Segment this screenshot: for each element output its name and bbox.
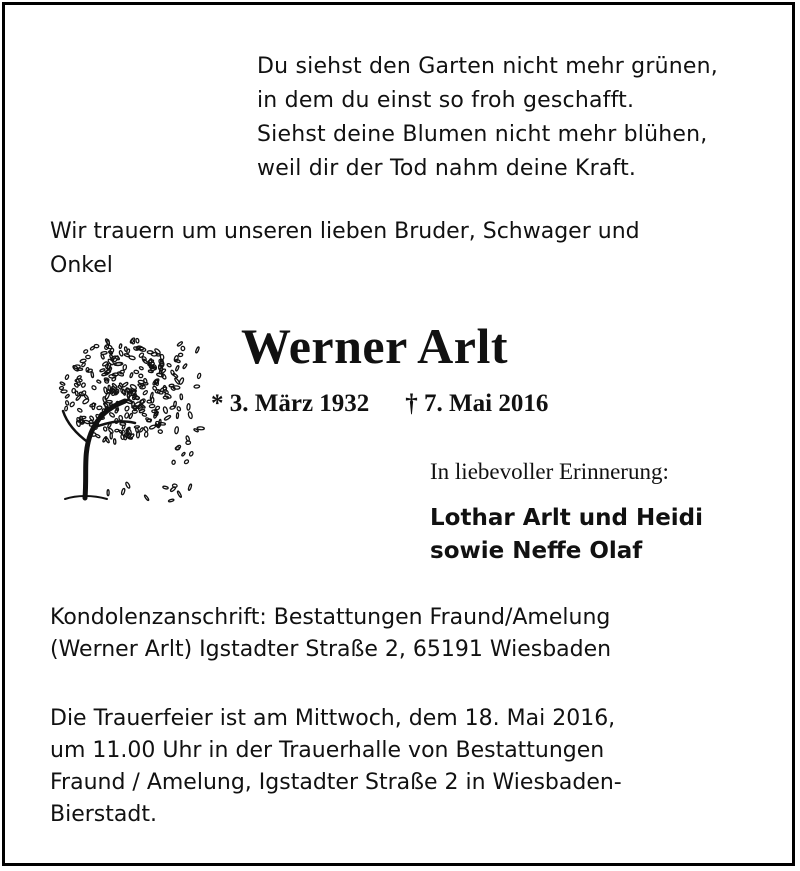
leaf: [143, 426, 148, 432]
leaf: [163, 486, 169, 490]
condolence-line: Kondolenzanschrift: Bestattungen Fraund/Amelung: [50, 605, 611, 630]
leaf: [143, 390, 149, 395]
leaf: [173, 401, 176, 407]
leaf: [144, 495, 149, 501]
leaf: [119, 344, 122, 349]
leaf: [64, 406, 67, 411]
windblown-tree-icon: [45, 323, 210, 508]
leaf: [172, 460, 176, 464]
leaf: [107, 490, 109, 496]
leaf: [194, 385, 200, 389]
leaf: [127, 349, 130, 354]
leaf: [178, 353, 182, 357]
leaf: [134, 370, 139, 374]
leaf: [124, 412, 129, 418]
life-dates: [211, 390, 548, 418]
intro-text: [50, 215, 750, 283]
leaf: [195, 347, 200, 354]
intro-line: Wir trauern um unseren lieben Bruder, Schwager und: [50, 219, 640, 244]
birth-date: * 3. März 1932: [211, 390, 370, 417]
leaf: [86, 355, 91, 358]
leaf: [175, 365, 179, 371]
leaf: [197, 427, 204, 430]
leaf: [152, 386, 157, 391]
leaf: [184, 459, 189, 464]
leaf: [124, 353, 130, 357]
poem-line: Siehst deine Blumen nicht mehr blühen,: [257, 122, 708, 147]
leaf: [148, 360, 154, 363]
leaf: [132, 409, 137, 413]
intro-line: Onkel: [50, 253, 113, 278]
leaf: [122, 382, 129, 388]
death-date: † 7. Mai 2016: [405, 390, 549, 417]
leaf: [124, 406, 129, 412]
leaf: [94, 344, 99, 348]
leaf: [187, 404, 191, 411]
funeral-line: Bierstadt.: [50, 802, 157, 827]
leaf: [177, 341, 183, 347]
mourner-line: Lothar Arlt und Heidi: [430, 505, 704, 531]
leaf: [158, 430, 163, 434]
leaf: [188, 411, 193, 418]
poem-line: in dem du einst so froh geschafft.: [257, 88, 635, 113]
leaf: [101, 351, 108, 354]
leaf: [77, 408, 83, 413]
funeral-line: Die Trauerfeier ist am Mittwoch, dem 18. Mai 2016,: [50, 706, 616, 731]
poem-line: Du siehst den Garten nicht mehr grünen,: [257, 54, 718, 79]
leaf: [186, 441, 191, 445]
leaf: [103, 426, 107, 431]
obituary-frame: [2, 2, 795, 866]
funeral-line: Fraund / Amelung, Igstadter Straße 2 in Wiesbaden-: [50, 770, 622, 795]
leaf: [147, 419, 152, 422]
funeral-info: [50, 703, 622, 831]
leaf: [170, 486, 176, 492]
leaf: [83, 349, 88, 354]
leaf: [188, 484, 192, 491]
leaf: [96, 380, 101, 384]
leaf: [65, 394, 70, 399]
leaf: [105, 437, 110, 444]
leaf: [147, 400, 151, 403]
leaf: [118, 385, 122, 390]
mourner-line: sowie Neffe Olaf: [430, 538, 643, 564]
condolence-address: [50, 602, 611, 666]
leaf: [181, 346, 185, 350]
leaf: [130, 372, 134, 377]
leaf: [189, 451, 194, 456]
memory-line: In liebevoller Erinnerung:: [430, 459, 669, 484]
leaf: [80, 359, 87, 363]
leaf: [84, 394, 89, 400]
leaf: [149, 404, 155, 408]
leaf: [97, 406, 102, 410]
leaf: [102, 396, 106, 402]
leaf: [139, 374, 143, 377]
leaf: [164, 415, 171, 421]
leaf: [170, 405, 176, 409]
leaf: [176, 406, 181, 411]
condolence-line: (Werner Arlt) Igstadter Straße 2, 65191 Wiesbaden: [50, 637, 612, 662]
leaf: [144, 432, 148, 437]
leaf: [168, 499, 174, 503]
leaf: [69, 401, 75, 407]
leaf: [125, 482, 130, 489]
leaf: [121, 488, 125, 495]
leaf: [65, 374, 70, 380]
leaf: [91, 385, 97, 390]
leaf: [174, 378, 180, 385]
leaf: [109, 412, 115, 418]
leaf: [163, 406, 168, 413]
leaf: [174, 426, 178, 433]
leaf: [170, 370, 175, 376]
leaf: [167, 363, 172, 367]
leaf: [182, 363, 187, 369]
deceased-name: Werner Arlt: [241, 318, 508, 374]
leaf: [142, 413, 147, 417]
poem: [257, 50, 718, 186]
leaf: [149, 425, 156, 430]
leaf: [139, 366, 144, 370]
leaf: [139, 427, 144, 432]
poem-line: weil dir der Tod nahm deine Kraft.: [257, 156, 637, 181]
mourners: [430, 502, 703, 568]
leaf: [156, 354, 160, 356]
leaf: [113, 439, 116, 445]
tree-foliage: [59, 337, 204, 502]
leaf: [176, 413, 178, 419]
leaf: [181, 452, 185, 456]
leaf: [107, 400, 113, 402]
leaf: [81, 382, 86, 387]
leaf: [72, 388, 76, 393]
leaf: [197, 373, 201, 379]
leaf: [65, 400, 69, 405]
leaf: [115, 429, 119, 432]
leaf: [129, 413, 133, 419]
leaf: [177, 491, 182, 498]
leaf: [61, 390, 67, 393]
leaf: [155, 406, 160, 411]
leaf: [108, 428, 114, 434]
leaf: [59, 386, 64, 390]
leaf: [174, 355, 179, 362]
leaf: [119, 350, 124, 356]
leaf: [118, 415, 123, 421]
leaf: [136, 338, 140, 343]
leaf: [123, 364, 127, 370]
leaf: [60, 381, 65, 385]
leaf: [180, 394, 183, 400]
leaf: [115, 356, 120, 361]
funeral-line: um 11.00 Uhr in der Trauerhalle von Bestattungen: [50, 738, 605, 763]
leaf: [91, 371, 94, 377]
